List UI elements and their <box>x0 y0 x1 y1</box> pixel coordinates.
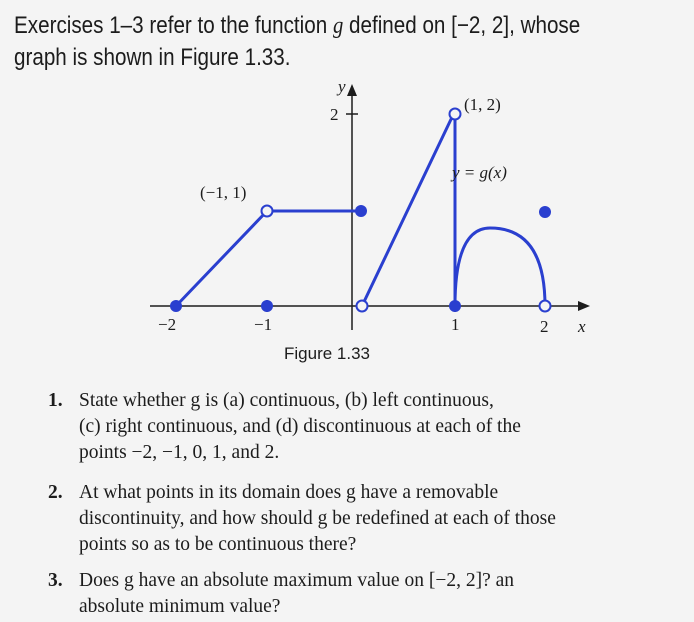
exercise-number: 1. <box>48 390 63 411</box>
x-axis-arrow <box>578 301 590 311</box>
open-point-1-2 <box>450 109 461 120</box>
exercise-line: absolute minimum value? <box>79 596 281 617</box>
exercise-text <box>79 388 679 466</box>
intro-line-1-var: g <box>332 13 344 39</box>
arc-1-to-2 <box>455 228 545 306</box>
x-axis-label: x <box>578 317 586 336</box>
x-tick-label-2: 2 <box>540 317 549 336</box>
figure-caption: Figure 1.33 <box>284 344 370 363</box>
closed-point-neg1-0 <box>261 300 273 312</box>
closed-point-neg2-0 <box>170 300 182 312</box>
closed-point-1-0 <box>449 300 461 312</box>
closed-point-0-1 <box>355 205 367 217</box>
exercise-line: At what points in its domain does g have a removable <box>79 482 499 503</box>
exercise-line: State whether g is (a) continuous, (b) left continuous, <box>79 390 494 411</box>
intro-line-1-a: Exercises 1–3 refer to the function <box>14 12 333 39</box>
intro-line-2: graph is shown in Figure 1.33. <box>14 44 291 71</box>
exercise-number: 3. <box>48 570 63 591</box>
exercise-line: points −2, −1, 0, 1, and 2. <box>79 442 280 463</box>
exercise-line: discontinuity, and how should g be redefined at each of those <box>79 508 556 529</box>
x-tick-label-neg1: −1 <box>254 315 273 334</box>
x-tick-label-neg2: −2 <box>158 315 177 334</box>
exercise-line: points so as to be continuous there? <box>79 534 357 555</box>
segment-0-to-1 <box>362 113 454 306</box>
open-point-0-0 <box>357 301 368 312</box>
exercise-line: (c) right continuous, and (d) discontinuous at each of the <box>79 416 521 437</box>
intro-line-1-b: defined on [−2, 2], whose <box>343 12 581 39</box>
exercise-number: 2. <box>48 482 63 503</box>
y-tick-label-2: 2 <box>330 105 339 124</box>
intro-text <box>14 10 685 74</box>
x-tick-label-1: 1 <box>451 315 460 334</box>
point-label-neg1-1: (−1, 1) <box>200 183 247 202</box>
point-label-1-2: (1, 2) <box>464 95 501 114</box>
function-label: y = g(x) <box>452 163 507 182</box>
y-axis-arrow <box>347 84 357 96</box>
open-point-neg1-1 <box>262 206 273 217</box>
exercise-text <box>79 568 679 620</box>
function-graph <box>0 70 694 340</box>
segment-neg2-to-neg1 <box>176 211 267 306</box>
exercise-text <box>79 480 679 558</box>
intro-line-1 <box>14 10 685 42</box>
closed-point-2-1 <box>539 206 551 218</box>
exercise-line: Does g have an absolute maximum value on [−2, 2]? an <box>79 570 514 591</box>
open-point-2-0 <box>540 301 551 312</box>
y-axis-label: y <box>338 77 346 96</box>
